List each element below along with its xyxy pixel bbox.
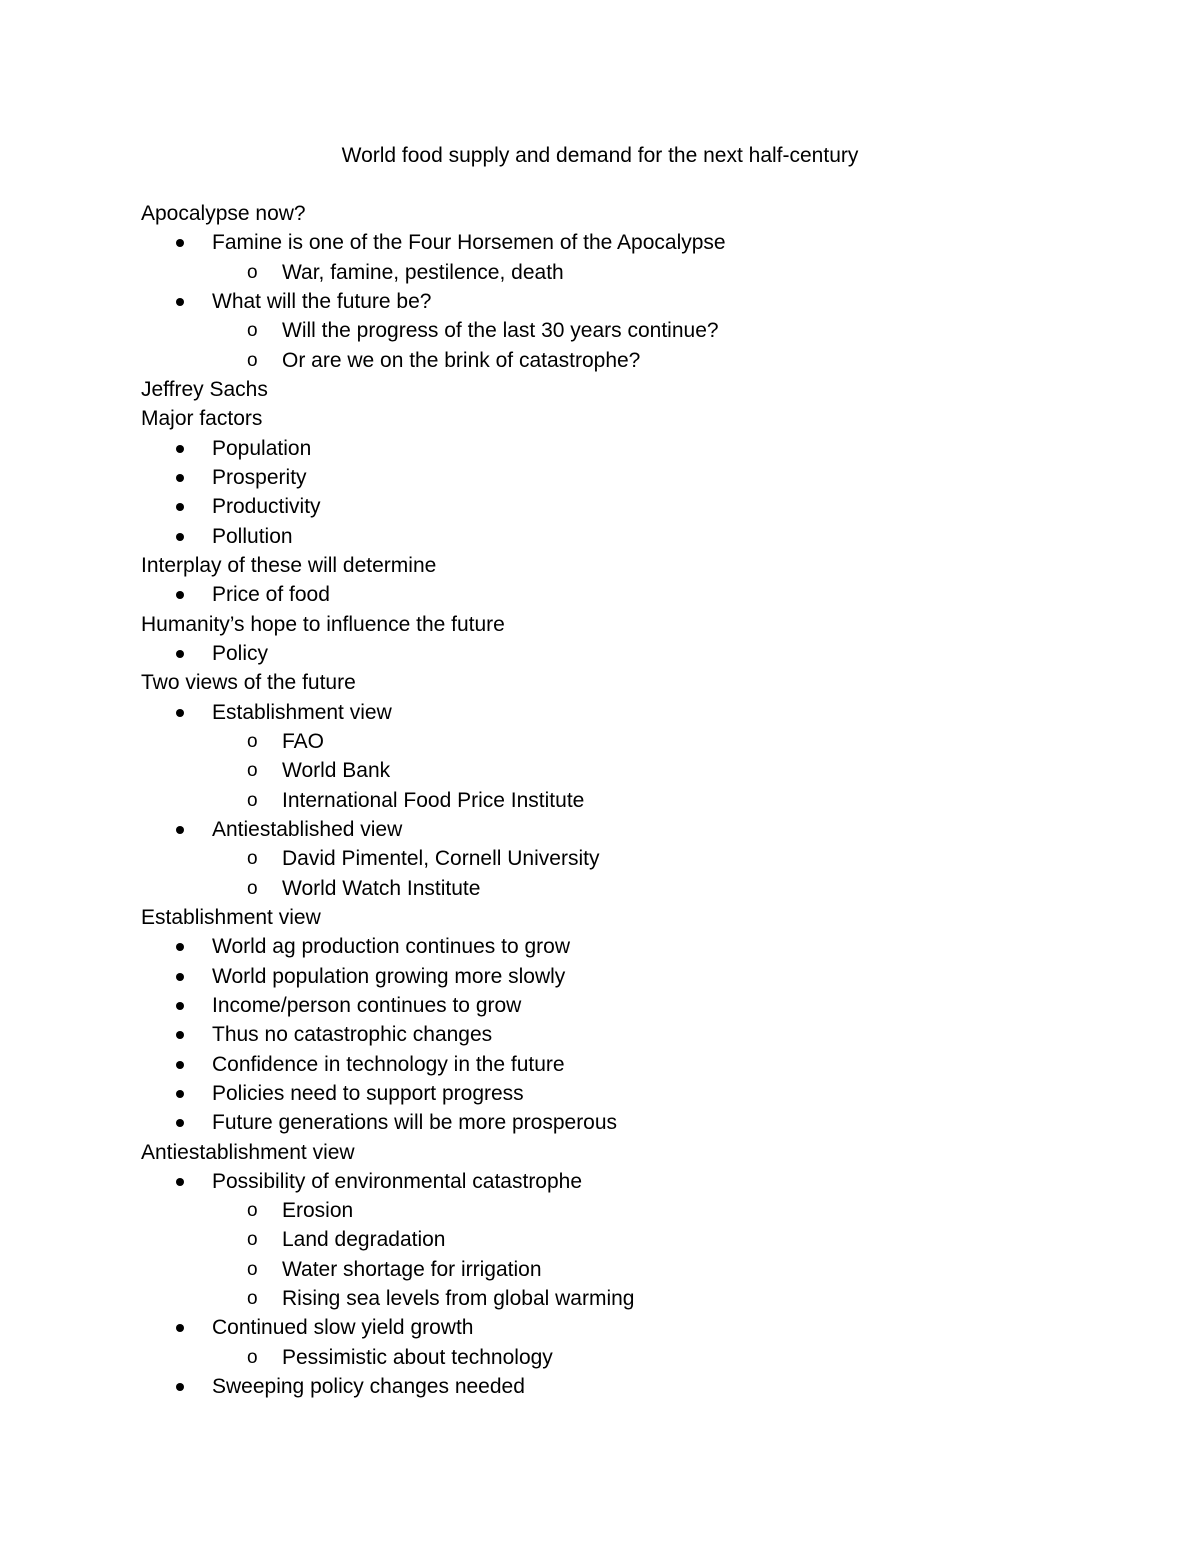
bullet-item [141, 492, 1141, 521]
sub-bullet-marker-icon: o [247, 320, 258, 342]
bullet-item [141, 962, 1141, 991]
bullet-dot-icon [176, 533, 184, 541]
sub-bullet-marker-icon: o [247, 1346, 258, 1368]
sub-bullet-marker-icon: o [247, 789, 258, 811]
sub-bullet-item [141, 786, 1141, 815]
line-text: Pollution [212, 524, 293, 548]
sub-bullet-marker-icon: o [247, 1288, 258, 1310]
section-heading [141, 551, 1141, 580]
bullet-item [141, 522, 1141, 551]
bullet-dot-icon [176, 943, 184, 951]
bullet-item [141, 698, 1141, 727]
line-text: Population [212, 436, 312, 460]
sub-bullet-item [141, 756, 1141, 785]
sub-bullet-marker-icon: o [247, 730, 258, 752]
bullet-item [141, 1079, 1141, 1108]
sub-bullet-marker-icon: o [247, 261, 258, 283]
section-heading [141, 404, 1141, 433]
section-heading [141, 199, 1141, 228]
sub-bullet-marker-icon: o [247, 1229, 258, 1251]
line-text: World population growing more slowly [212, 964, 566, 988]
line-text: Major factors [141, 407, 263, 431]
line-text: Policies need to support progress [212, 1081, 524, 1105]
line-text: FAO [282, 729, 325, 753]
line-text: Water shortage for irrigation [282, 1257, 542, 1281]
bullet-dot-icon [176, 239, 184, 247]
line-text: Establishment view [212, 700, 392, 724]
sub-bullet-item [141, 258, 1141, 287]
sub-bullet-marker-icon: o [247, 1258, 258, 1280]
sub-bullet-item [141, 874, 1141, 903]
outline-content [141, 199, 1141, 1401]
line-text: Income/person continues to grow [212, 993, 522, 1017]
bullet-dot-icon [176, 1031, 184, 1039]
sub-bullet-item [141, 1196, 1141, 1225]
sub-bullet-marker-icon: o [247, 848, 258, 870]
bullet-item [141, 1313, 1141, 1342]
sub-bullet-item [141, 1225, 1141, 1254]
bullet-item [141, 463, 1141, 492]
line-text: What will the future be? [212, 289, 432, 313]
bullet-dot-icon [176, 591, 184, 599]
line-text: World Watch Institute [282, 876, 481, 900]
sub-bullet-item [141, 844, 1141, 873]
bullet-dot-icon [176, 826, 184, 834]
line-text: Two views of the future [141, 671, 356, 695]
line-text: Antiestablished view [212, 817, 403, 841]
bullet-item [141, 1050, 1141, 1079]
line-text: Confidence in technology in the future [212, 1052, 565, 1076]
section-heading [141, 668, 1141, 697]
bullet-item [141, 1020, 1141, 1049]
line-text: Productivity [212, 495, 321, 519]
sub-bullet-item [141, 1255, 1141, 1284]
bullet-dot-icon [176, 1178, 184, 1186]
bullet-item [141, 434, 1141, 463]
sub-bullet-item [141, 1343, 1141, 1372]
section-heading [141, 610, 1141, 639]
line-text: Erosion [282, 1199, 354, 1223]
line-text: World Bank [282, 759, 391, 783]
bullet-item [141, 1167, 1141, 1196]
sub-bullet-item [141, 316, 1141, 345]
bullet-dot-icon [176, 1383, 184, 1391]
sub-bullet-item [141, 1284, 1141, 1313]
bullet-dot-icon [176, 650, 184, 658]
bullet-dot-icon [176, 1324, 184, 1332]
bullet-dot-icon [176, 503, 184, 511]
line-text: Humanity’s hope to influence the future [141, 612, 505, 636]
line-text: Thus no catastrophic changes [212, 1023, 493, 1047]
line-text: Antiestablishment view [141, 1140, 355, 1164]
section-heading [141, 1138, 1141, 1167]
line-text: David Pimentel, Cornell University [282, 847, 600, 871]
section-heading [141, 375, 1141, 404]
bullet-item [141, 580, 1141, 609]
line-text: Establishment view [141, 905, 321, 929]
line-text: Land degradation [282, 1228, 446, 1252]
bullet-dot-icon [176, 1002, 184, 1010]
sub-bullet-marker-icon: o [247, 349, 258, 371]
page-title: World food supply and demand for the next half-century [341, 144, 859, 167]
bullet-item [141, 639, 1141, 668]
line-text: Prosperity [212, 465, 307, 489]
bullet-dot-icon [176, 709, 184, 717]
bullet-dot-icon [176, 973, 184, 981]
bullet-dot-icon [176, 1119, 184, 1127]
bullet-item [141, 815, 1141, 844]
bullet-dot-icon [176, 474, 184, 482]
bullet-dot-icon [176, 298, 184, 306]
sub-bullet-item [141, 727, 1141, 756]
line-text: Possibility of environmental catastrophe [212, 1169, 583, 1193]
bullet-item [141, 991, 1141, 1020]
line-text: Apocalypse now? [141, 202, 306, 225]
line-text: World ag production continues to grow [212, 935, 570, 959]
bullet-dot-icon [176, 1061, 184, 1069]
bullet-item [141, 932, 1141, 961]
sub-bullet-item [141, 346, 1141, 375]
section-heading [141, 903, 1141, 932]
bullet-dot-icon [176, 1090, 184, 1098]
line-text: Price of food [212, 583, 330, 607]
line-text: Will the progress of the last 30 years continue? [282, 319, 719, 343]
line-text: Rising sea levels from global warming [282, 1287, 635, 1311]
line-text: War, famine, pestilence, death [282, 260, 564, 284]
bullet-item [141, 1108, 1141, 1137]
sub-bullet-marker-icon: o [247, 760, 258, 782]
line-text: Sweeping policy changes needed [212, 1375, 525, 1399]
bullet-dot-icon [176, 445, 184, 453]
bullet-item [141, 228, 1141, 257]
bullet-item [141, 1372, 1141, 1401]
line-text: Policy [212, 641, 269, 665]
sub-bullet-marker-icon: o [247, 877, 258, 899]
line-text: Famine is one of the Four Horsemen of the Apocalypse [212, 231, 726, 255]
bullet-item [141, 287, 1141, 316]
line-text: Or are we on the brink of catastrophe? [282, 348, 641, 372]
line-text: Interplay of these will determine [141, 553, 437, 577]
line-text: Future generations will be more prosperous [212, 1111, 618, 1135]
line-text: Continued slow yield growth [212, 1316, 474, 1340]
line-text: Pessimistic about technology [282, 1345, 553, 1369]
line-text: Jeffrey Sachs [141, 377, 268, 401]
sub-bullet-marker-icon: o [247, 1200, 258, 1222]
line-text: International Food Price Institute [282, 788, 585, 812]
